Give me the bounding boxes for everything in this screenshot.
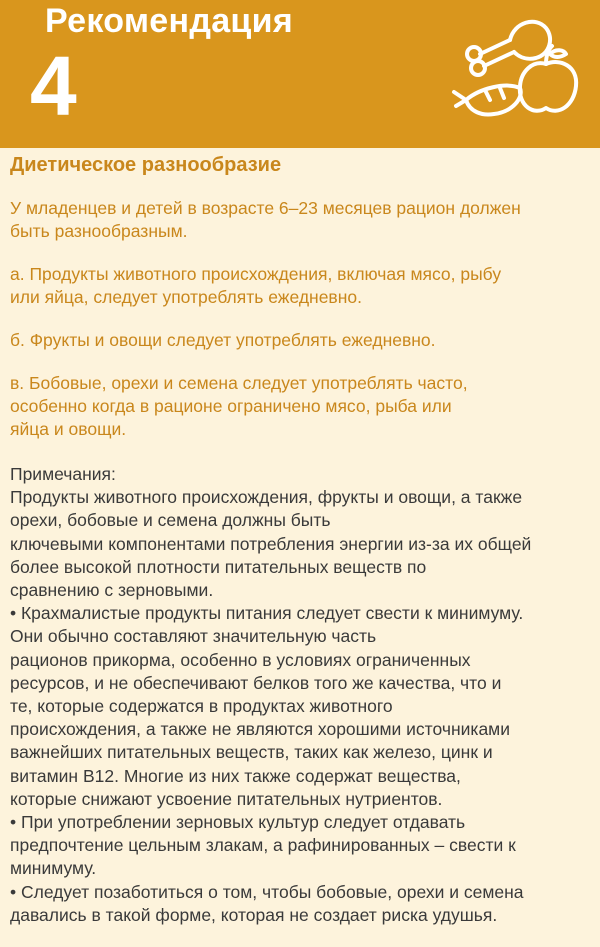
notes-line: те, которые содержатся в продуктах животного bbox=[10, 696, 393, 717]
notes-line: Они обычно составляют значительную часть bbox=[10, 626, 377, 647]
notes-line: • Следует позаботиться о том, чтобы бобовые, орехи и семена bbox=[10, 881, 524, 902]
intro-paragraph bbox=[10, 197, 592, 243]
notes-section bbox=[10, 463, 592, 927]
notes-line: предпочтение цельным злакам, а рафинированных – свести к bbox=[10, 835, 516, 856]
item-a bbox=[10, 263, 592, 309]
notes-line: ключевыми компонентами потребления энергии из-за их общей bbox=[10, 533, 532, 554]
notes-line: минимуму. bbox=[10, 858, 97, 879]
item-a-line: а. Продукты животного происхождения, включая мясо, рыбу bbox=[10, 264, 502, 284]
recommendation-label: Рекомендация bbox=[45, 2, 293, 40]
notes-line: сравнению с зерновыми. bbox=[10, 580, 214, 601]
notes-line: • При употреблении зерновых культур следует отдавать bbox=[10, 812, 466, 833]
recommendation-number: 4 bbox=[30, 39, 77, 133]
item-c-line: в. Бобовые, орехи и семена следует употреблять часто, bbox=[10, 373, 468, 393]
notes-line: • Крахмалистые продукты питания следует свести к минимуму. bbox=[10, 603, 524, 624]
intro-line: быть разнообразным. bbox=[10, 221, 188, 241]
item-a-line: или яйца, следует употреблять ежедневно. bbox=[10, 287, 362, 307]
notes-line: происхождения, а также не являются хорошими источниками bbox=[10, 719, 510, 740]
section-title: Диетическое разнообразие bbox=[10, 154, 282, 176]
intro-line: У младенцев и детей в возрасте 6–23 месяцев рацион должен bbox=[10, 198, 521, 218]
notes-line: рационов прикорма, особенно в условиях ограниченных bbox=[10, 649, 471, 670]
notes-heading: Примечания: bbox=[10, 464, 116, 484]
notes-line: которые снижают усвоение питательных нутриентов. bbox=[10, 788, 443, 809]
item-b-line: б. Фрукты и овощи следует употреблять ежедневно. bbox=[10, 330, 436, 350]
item-b bbox=[10, 329, 592, 352]
notes-line: витамин В12. Многие из них также содержат вещества, bbox=[10, 765, 461, 786]
food-icon bbox=[450, 8, 582, 130]
notes-line: давались в такой форме, которая не создает риска удушья. bbox=[10, 904, 498, 925]
notes-line: Продукты животного происхождения, фрукты и овощи, а также bbox=[10, 487, 523, 508]
notes-line: орехи, бобовые и семена должны быть bbox=[10, 510, 331, 531]
notes-line: более высокой плотности питательных веществ по bbox=[10, 556, 427, 577]
item-c-line: яйца и овощи. bbox=[10, 419, 127, 439]
notes-line: ресурсов, и не обеспечивают белков того же качества, что и bbox=[10, 672, 502, 693]
notes-line: важнейших питательных веществ, таких как железо, цинк и bbox=[10, 742, 493, 763]
content-body bbox=[0, 153, 600, 927]
item-c bbox=[10, 372, 592, 441]
item-c-line: особенно когда в рационе ограничено мясо, рыба или bbox=[10, 396, 452, 416]
header-banner bbox=[0, 0, 600, 148]
